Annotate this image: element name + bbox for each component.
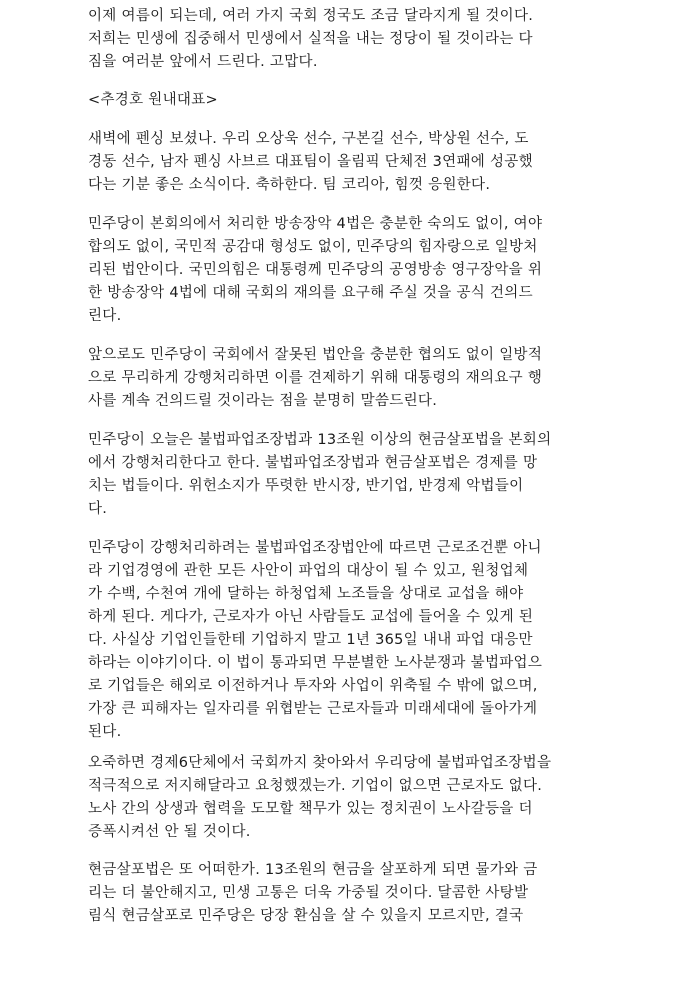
text-line: 새벽에 펜싱 보셨나. 우리 오상욱 선수, 구본길 선수, 박상원 선수, 도 — [88, 131, 529, 147]
text-line: 노사 간의 상생과 협력을 도모할 책무가 있는 정치권이 노사갈등을 더 — [88, 801, 533, 817]
text-line: 앞으로도 민주당이 국회에서 잘못된 법안을 충분한 협의도 없이 일방적 — [88, 347, 543, 363]
speaker-heading — [88, 89, 628, 112]
text-line: 라 기업경영에 관한 모든 사안이 파업의 대상이 될 수 있고, 원청업체 — [88, 563, 529, 579]
text-line: 치는 법들이다. 위헌소지가 뚜렷한 반시장, 반기업, 반경제 악법들이 — [88, 478, 524, 494]
text-line: <추경호 원내대표> — [88, 92, 218, 108]
text-line: 적극적으로 저지해달라고 요청했겠는가. 기업이 없으면 근로자도 없다. — [88, 778, 543, 794]
text-line: 리는 더 불안해지고, 민생 고통은 더욱 가중될 것이다. 달콤한 사탕발 — [88, 885, 529, 901]
text-line: 현금살포법은 또 어떠한가. 13조원의 현금을 살포하게 되면 물가와 금 — [88, 862, 538, 878]
text-line: 민주당이 오늘은 불법파업조장법과 13조원 이상의 현금살포법을 본회의 — [88, 432, 552, 448]
text-line: 에서 강행처리한다고 한다. 불법파업조장법과 현금살포법은 경제를 망 — [88, 455, 538, 471]
text-line: 가장 큰 피해자는 일자리를 위협받는 근로자들과 미래세대에 돌아가게 — [88, 701, 538, 717]
text-line: 합의도 없이, 국민적 공감대 형성도 없이, 민주당의 힘자랑으로 일방처 — [88, 239, 538, 255]
paragraph — [88, 537, 628, 744]
text-line: 민주당이 본회의에서 처리한 방송장악 4법은 충분한 숙의도 없이, 여야 — [88, 216, 543, 232]
text-line: 경동 선수, 남자 펜싱 사브르 대표팀이 올림픽 단체전 3연패에 성공했 — [88, 154, 533, 170]
text-line: 증폭시켜선 안 될 것이다. — [88, 824, 251, 840]
text-line: 다. 사실상 기업인들한테 기업하지 말고 1년 365일 내내 파업 대응만 — [88, 632, 533, 648]
text-line: 다는 기분 좋은 소식이다. 축하한다. 팀 코리아, 힘껏 응원한다. — [88, 177, 491, 193]
paragraph — [88, 344, 628, 413]
text-line: 짐을 여러분 앞에서 드린다. 고맙다. — [88, 54, 318, 70]
text-line: 다. — [88, 501, 108, 517]
text-line: 으로 무리하게 강행처리하면 이를 견제하기 위해 대통령의 재의요구 행 — [88, 370, 543, 386]
text-line: 사를 계속 건의드릴 것이라는 점을 분명히 말씀드린다. — [88, 393, 438, 409]
text-line: 하라는 이야기이다. 이 법이 통과되면 무분별한 노사분쟁과 불법파업으 — [88, 655, 543, 671]
paragraph — [88, 5, 628, 74]
text-line: 림식 현금살포로 민주당은 당장 환심을 살 수 있을지 모르지만, 결국 — [88, 908, 524, 924]
text-line: 리된 법안이다. 국민의힘은 대통령께 민주당의 공영방송 영구장악을 위 — [88, 262, 543, 278]
text-line: 이제 여름이 되는데, 여러 가지 국회 정국도 조금 달라지게 될 것이다. — [88, 8, 534, 24]
text-line: 한 방송장악 4법에 대해 국회의 재의를 요구해 주실 것을 공식 건의드 — [88, 285, 533, 301]
text-line: 된다. — [88, 724, 122, 740]
text-line: 저희는 민생에 집중해서 민생에서 실적을 내는 정당이 될 것이라는 다 — [88, 31, 533, 47]
paragraph — [88, 752, 628, 844]
text-line: 오죽하면 경제6단체에서 국회까지 찾아와서 우리당에 불법파업조장법을 — [88, 755, 552, 771]
paragraph — [88, 429, 628, 521]
text-line: 린다. — [88, 308, 122, 324]
text-line: 민주당이 강행처리하려는 불법파업조장법안에 따르면 근로조건뿐 아니 — [88, 540, 542, 556]
text-line: 로 기업들은 해외로 이전하거나 투자와 사업이 위축될 수 밖에 없으며, — [88, 678, 538, 694]
text-line: 하게 된다. 게다가, 근로자가 아닌 사람들도 교섭에 들어올 수 있게 된 — [88, 609, 534, 625]
paragraph — [88, 128, 628, 197]
paragraph — [88, 859, 628, 928]
paragraph — [88, 213, 628, 328]
text-line: 가 수백, 수천여 개에 달하는 하청업체 노조들을 상대로 교섭을 해야 — [88, 586, 524, 602]
